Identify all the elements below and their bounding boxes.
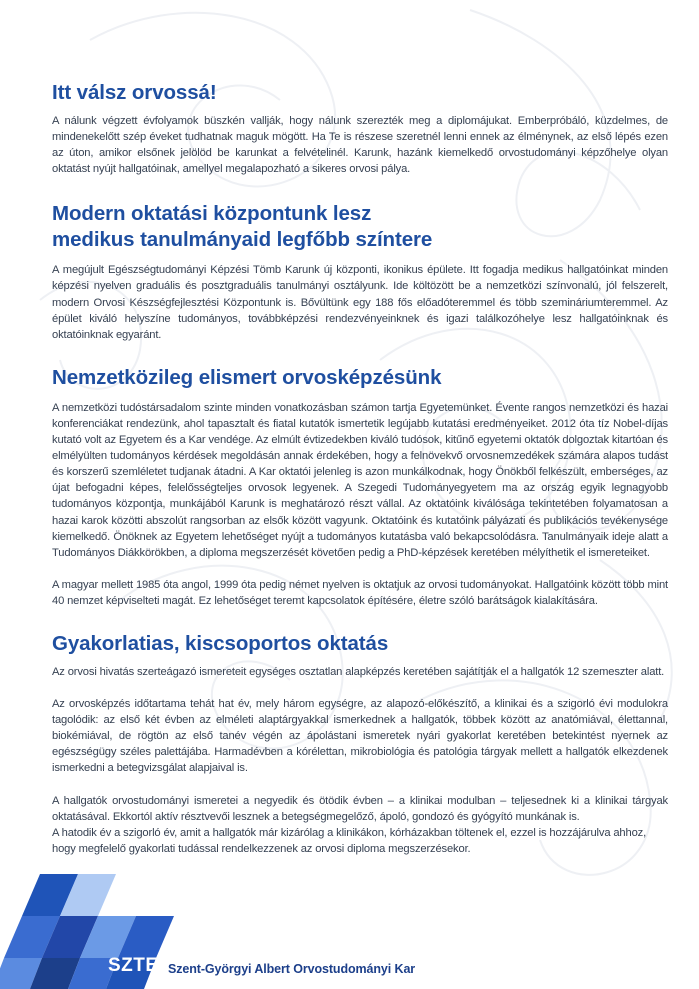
faculty-name: Szent-Györgyi Albert Orvostudományi Kar bbox=[168, 962, 416, 976]
section-heading-itt-valsz-orvossa: Itt válsz orvossá! bbox=[52, 81, 217, 104]
practical-paragraph-2: Az orvosképzés időtartama tehát hat év, mely három egységre, az alapozó-előkészítő, a klinikai és a szigorló évi modulokra tagolódik: az első két évben az elméleti alaptárgyakkal ismerkednek a hallgatók, többek között az anatómiával, élettannal, biokémiával, de rögtön az első tanév végén az ápolástani ismeretek nyári gyakorlat keretében betekintést nyernek az egészségügy széles palettájába. Harmadévben a kórélettan, mikrobiológia és patológia tárgyak mellett a hallgatók elkezdenek ismerkedni a betegvizsgálat alapjaival is. bbox=[52, 698, 668, 775]
szte-logo: SZTE bbox=[108, 955, 159, 976]
heading-line-1: Modern oktatási központunk lesz bbox=[52, 202, 372, 226]
heading-line-2: medikus tanulmányaid legfőbb színtere bbox=[52, 228, 433, 252]
intro-paragraph: A nálunk végzett évfolyamok büszkén vallják, hogy nálunk szerezték meg a diplomájukat. Emberpróbáló, küzdelmes, de mindenekelőtt szép éveket tudhatnak maguk mögött. Ha Te is részese szeretnél lenni ennek az élménynek, az első lépés ezen az úton, amikor elsőnek jelölöd be karunkat a felvételinél. Karunk, hazánk kiemelkedő orvostudományi képzőhelye olyan oktatást nyújt hallgatóinak, amellyel megalapozható a sikeres orvosi pálya. bbox=[52, 115, 668, 176]
international-paragraph-2: A magyar mellett 1985 óta angol, 1999 óta pedig német nyelven is oktatjuk az orvosi tudományokat. Hallgatóink között több mint 40 nemzet képviselteti magát. Ez lehetőséget teremt kapcsolatok építésére, életre szóló barátságok kialakítására. bbox=[52, 578, 668, 607]
practical-paragraph-4: A hatodik év a szigorló év, amit a hallgatók már kizárólag a klinikákon, kórházakban töltenek el, ezzel is hozzájárulva ahhoz, hogy megfelelő gyakorlati tudással rendelkezzenek az orvosi diploma megszerzésekor. bbox=[52, 826, 647, 855]
international-paragraph-1: A nemzetközi tudóstársadalom szinte minden vonatkozásban számon tartja Egyetemünket. Évente rangos nemzetközi és hazai konferenciákat rendezünk, ahol tapasztalt és fiatal kutatók ismertetik legújabb kutatási eredményeiket. 2012 óta tíz Nobel-díjas kutató volt az Egyetem és a Kar vendége. Az elmúlt évtizedekben kiváló tudósok, kitűnő egyetemi oktatók dolgoztak kitartóan és elmélyülten tudományos kérdések megoldásán annak érdekében, hogy a felnövekvő orvosnemzedékek számára alapos tudást és korszerű szemléletet tudjanak átadni. A Kar oktatói jelenleg is azon munkálkodnak, hogy Önökből felkészült, emberséges, az újat befogadni képes, felelősségteljes orvosok legyenek. A Szegedi Tudományegyetem ma az ország egyik legnagyobb tudományos központja, munkájából Karunk is meghatározó részt vállal. Az oktatóink kiválósága tekintetében folyamatosan a hazai karok közötti abszolút rangsorban az elsők között vagyunk. Oktatóink és kutatóink pályázati és publikációs tevékenysége kiemelkedő. Önöknek az Egyetem lehetőséget nyújt a tudományos kutatásba való bekapcsolódásra. Tanulmányaik ideje alatt a Tudományos Diákkörökben, a diploma megszerzését követően pedig a PhD-képzések keretében mélyíthetik el ismereteiket. bbox=[52, 401, 668, 559]
section-heading-nemzetkozileg: Nemzetközileg elismert orvosképzésünk bbox=[52, 365, 442, 389]
modern-center-paragraph: A megújult Egészségtudományi Képzési Tömb Karunk új központi, ikonikus épülete. Itt fogadja medikus hallgatóinkat minden képzési nyelven graduális és posztgraduális tanulmányi osztályunk. Ide költözött be a nemzetközi színvonalú, jól felszerelt, modern Orvosi Készségfejlesztési Központunk is. Bővültünk egy 188 fős előadóteremmel és több szemináriumteremmel. Az épület kiváló helyszíne tudományos, továbbképzési rendezvényeinknek és igazi találkozóhelye lesz hallgatóinknak és oktatóinknak egyaránt. bbox=[52, 264, 668, 341]
section-heading-modern-oktatasi-kozpont bbox=[52, 201, 668, 253]
practical-paragraph-1: Az orvosi hivatás szerteágazó ismereteit egységes osztatlan alapképzés keretében sajátítják el a hallgatók 12 szemeszter alatt. bbox=[52, 665, 665, 678]
main-content bbox=[52, 78, 668, 857]
section-heading-gyakorlatias: Gyakorlatias, kiscsoportos oktatás bbox=[52, 631, 389, 655]
practical-paragraph-3: A hallgatók orvostudományi ismeretei a negyedik és ötödik évben – a klinikai modulban – teljesednek ki a klinikai tárgyak oktatásával. Ekkortól aktív résztvevői lesznek a betegségmegelőző, ápoló, gondozó és gyógyító munkának is. bbox=[52, 794, 668, 823]
